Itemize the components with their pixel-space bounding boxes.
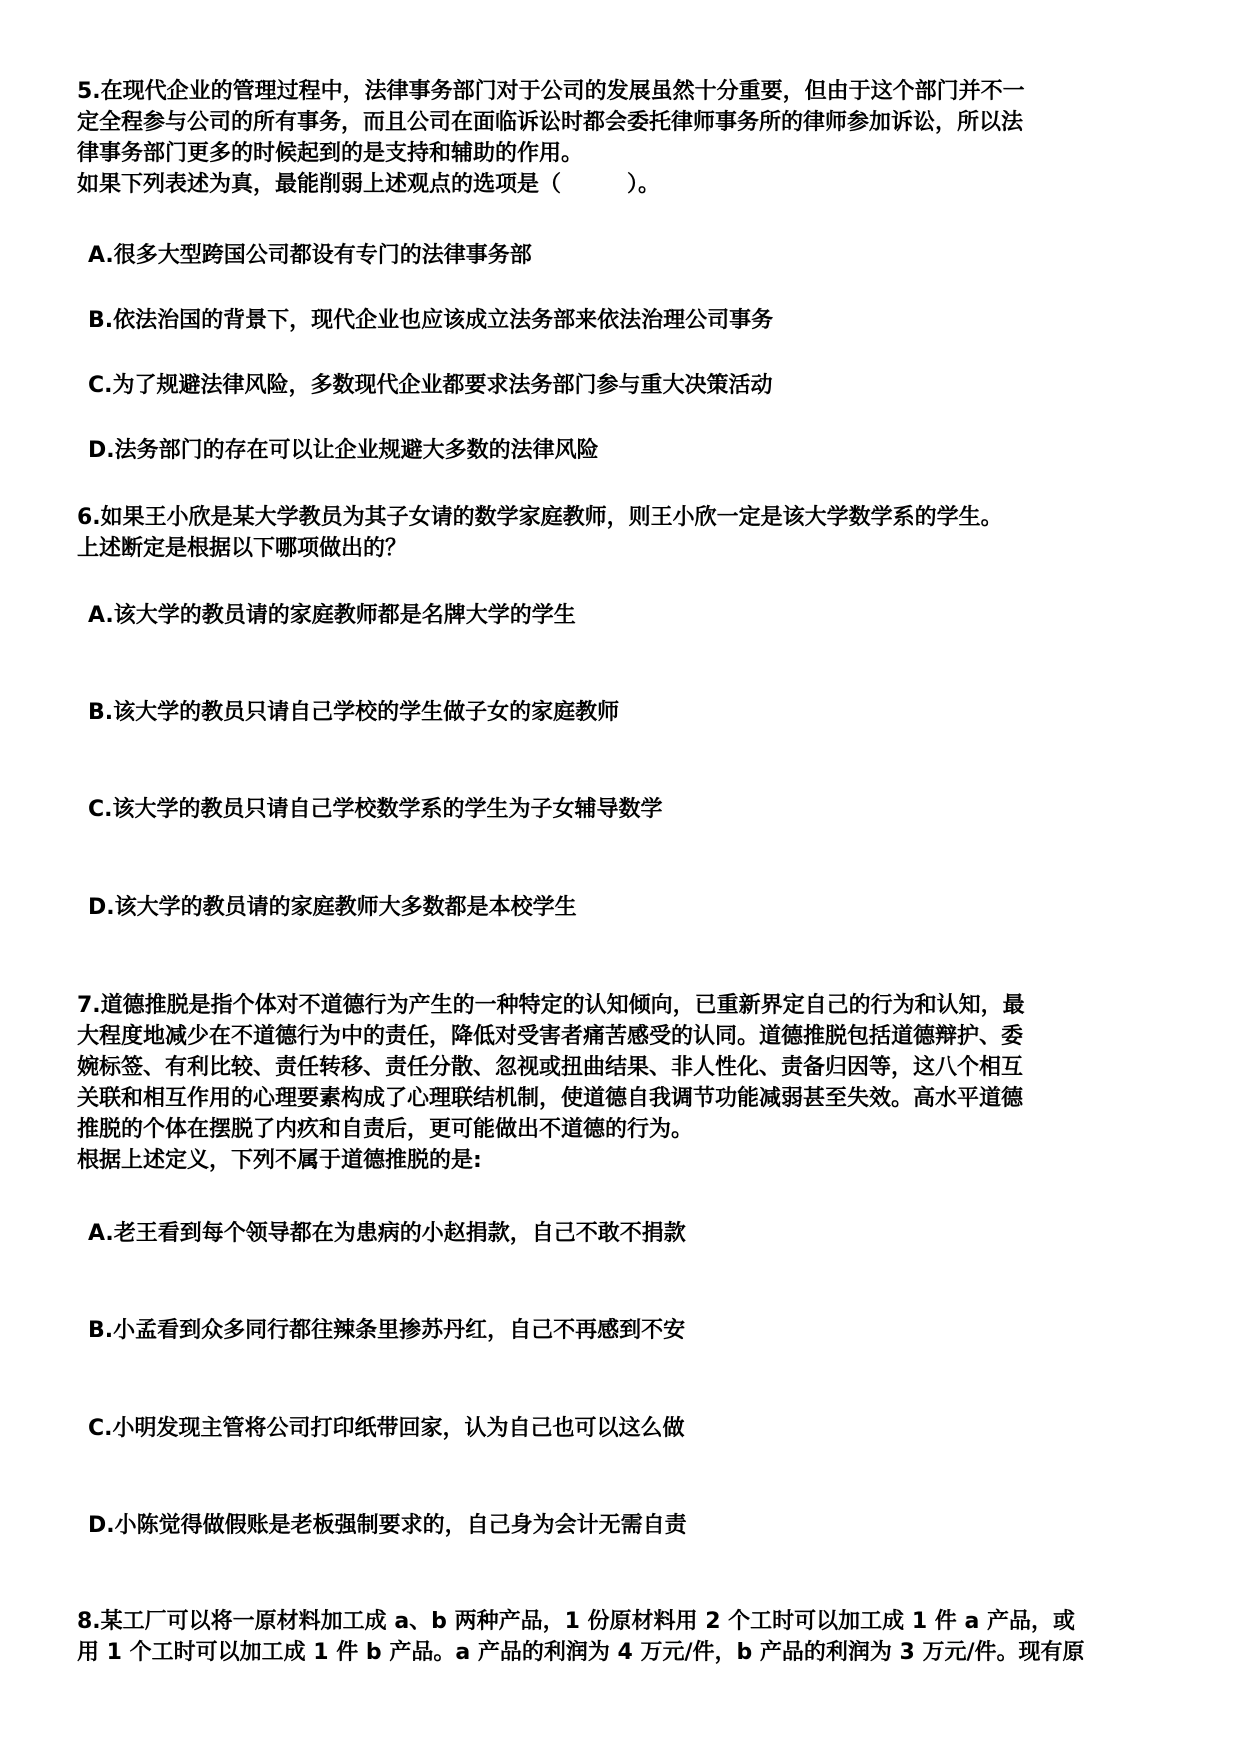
question-7-line-1: 7.道德推脱是指个体对不道德行为产生的一种特定的认知倾向，已重新界定自己的行为和认知，最 <box>77 993 1025 1018</box>
question-8-stem <box>77 1606 1167 1668</box>
question-6-stem <box>77 502 1167 564</box>
question-5-option-d: D.法务部门的存在可以让企业规避大多数的法律风险 <box>88 438 599 463</box>
question-6-option-a: A.该大学的教员请的家庭教师都是名牌大学的学生 <box>88 603 576 628</box>
question-7-option-b: B.小孟看到众多同行都往辣条里掺苏丹红，自己不再感到不安 <box>88 1318 686 1343</box>
question-7-stem <box>77 990 1167 1176</box>
question-5-prompt <box>77 169 1167 200</box>
question-6-option-b: B.该大学的教员只请自己学校的学生做子女的家庭教师 <box>88 700 620 725</box>
question-5-line-3: 律事务部门更多的时候起到的是支持和辅助的作用。 <box>77 141 584 166</box>
question-5-line-1: 5.在现代企业的管理过程中，法律事务部门对于公司的发展虽然十分重要，但由于这个部门并不一 <box>77 79 1025 104</box>
question-6-option-d: D.该大学的教员请的家庭教师大多数都是本校学生 <box>88 895 577 920</box>
question-5-prompt-after: ）。 <box>627 172 661 197</box>
question-7-option-c: C.小明发现主管将公司打印纸带回家，认为自己也可以这么做 <box>88 1416 685 1441</box>
question-6-line-2: 上述断定是根据以下哪项做出的？ <box>77 536 408 561</box>
question-5-option-a: A.很多大型跨国公司都设有专门的法律事务部 <box>88 243 532 268</box>
question-6-option-c: C.该大学的教员只请自己学校数学系的学生为子女辅导数学 <box>88 797 663 822</box>
question-7-option-d: D.小陈觉得做假账是老板强制要求的，自己身为会计无需自责 <box>88 1513 687 1538</box>
question-6-line-1: 6.如果王小欣是某大学教员为其子女请的数学家庭教师，则王小欣一定是该大学数学系的学生。 <box>77 505 1003 530</box>
question-7-line-2: 大程度地减少在不道德行为中的责任，降低对受害者痛苦感受的认同。道德推脱包括道德辩护、委 <box>77 1024 1024 1049</box>
question-8-line-1: 8.某工厂可以将一原材料加工成 a、b 两种产品，1 份原材料用 2 个工时可以加工成 1 件 a 产品，或 <box>77 1609 1075 1634</box>
question-7-line-3: 婉标签、有利比较、责任转移、责任分散、忽视或扭曲结果、非人性化、责备归因等，这八个相互 <box>77 1055 1024 1080</box>
question-7-line-5: 推脱的个体在摆脱了内疚和自责后，更可能做出不道德的行为。 <box>77 1117 694 1142</box>
question-7-line-6: 根据上述定义，下列不属于道德推脱的是: <box>77 1148 482 1173</box>
question-5-line-2: 定全程参与公司的所有事务，而且公司在面临诉讼时都会委托律师事务所的律师参加诉讼，所以法 <box>77 110 1024 135</box>
question-5-option-c: C.为了规避法律风险，多数现代企业都要求法务部门参与重大决策活动 <box>88 373 773 398</box>
question-5-stem <box>77 76 1167 200</box>
question-5-prompt-before: 如果下列表述为真，最能削弱上述观点的选项是（ <box>77 172 562 197</box>
question-8-line-2: 用 1 个工时可以加工成 1 件 b 产品。a 产品的利润为 4 万元/件，b 产品的利润为 3 万元/件。现有原 <box>77 1640 1085 1665</box>
question-7-line-4: 关联和相互作用的心理要素构成了心理联结机制，使道德自我调节功能减弱甚至失效。高水平道德 <box>77 1086 1024 1111</box>
question-7-option-a: A.老王看到每个领导都在为患病的小赵捐款，自己不敢不捐款 <box>88 1221 686 1246</box>
question-5-option-b: B.依法治国的背景下，现代企业也应该成立法务部来依法治理公司事务 <box>88 308 774 333</box>
